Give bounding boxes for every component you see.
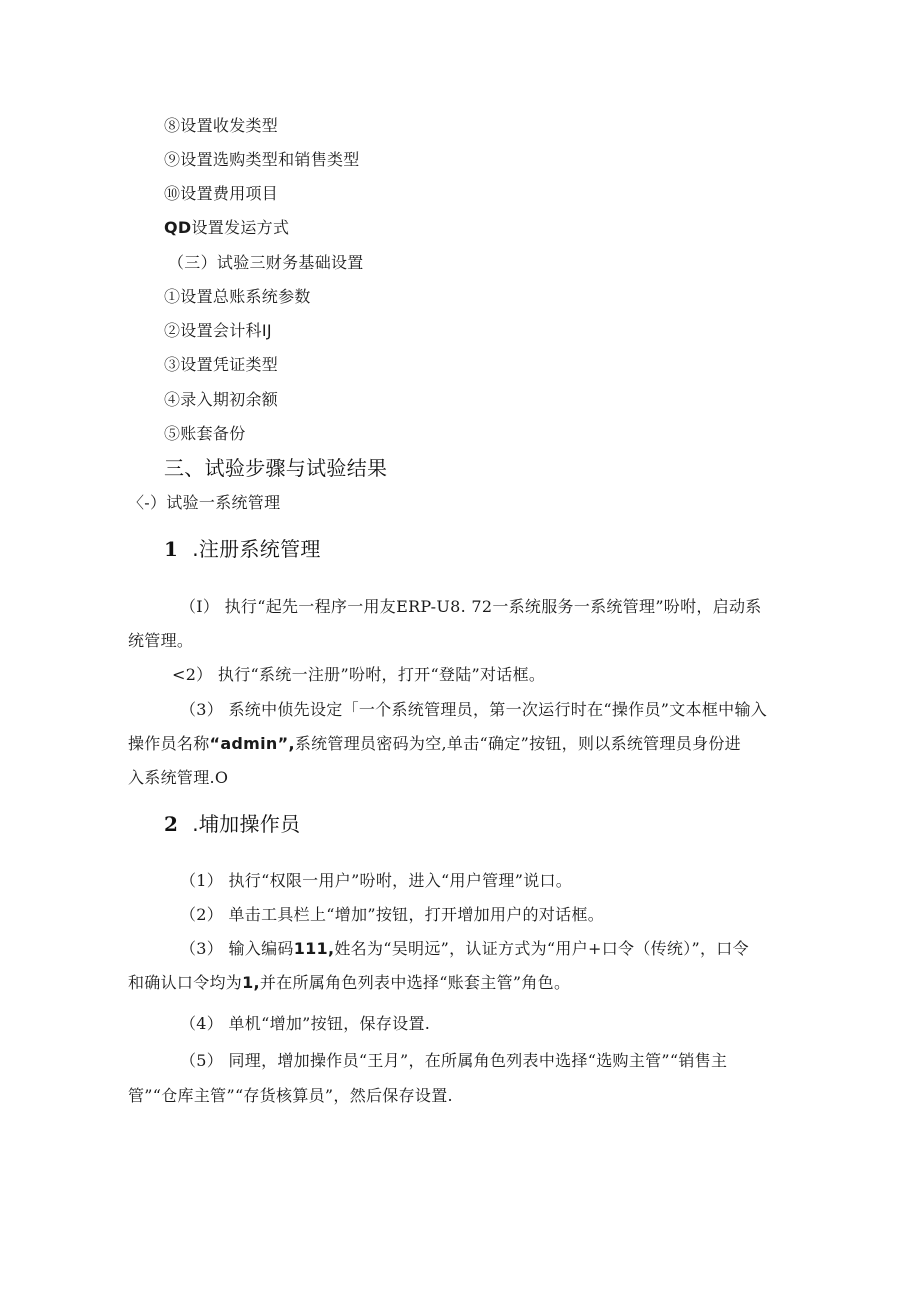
para-marker: （4） [180,1014,224,1033]
step2-para3-line2 [128,973,570,993]
para-text: 输入编码 [228,939,294,958]
list-item-text: ④录入期初余额 [164,390,279,409]
para-text: 统管理。 [128,631,194,650]
exp3-item-3 [164,355,278,375]
para-text: 单击工具栏上“增加”按钮，打开增加用户的对话框。 [228,905,605,924]
list-item-text: ⑨设置选购类型和销售类型 [164,150,360,169]
para-marker: （3） [180,939,224,958]
list-item-text: ②设置会计科 [164,321,262,340]
step1-para1-line1 [180,597,762,617]
step1-para1-line2 [128,631,193,651]
list-item-suffix: IJ [261,321,272,340]
exp3-item-1 [164,287,311,307]
list-item-9 [164,150,360,170]
step2-para1-line1 [180,871,572,891]
para-text: 姓名为“吴明远”，认证方式为“用户+口令（传统）”，口令 [334,939,749,958]
exp3-item-4 [164,390,278,410]
para-marker: （5） [180,1051,224,1070]
step1-para3-line2 [128,734,741,754]
exp3-item-5 [164,424,246,444]
step-number: 1 [164,537,179,561]
list-item-text: 设置发运方式 [191,218,290,237]
list-item-text: ③设置凭证类型 [164,355,279,374]
step2-para5-line2 [128,1086,453,1106]
list-item-text: ⑧设置收发类型 [164,116,279,135]
para-text: 入系统管理.O [128,768,229,787]
para-text: 执行“起先一程序一用友ERP-U8. 72一系统服务一系统管理”吩咐，启动系 [224,597,762,616]
exp3-item-2 [164,321,272,341]
heading-text: 〈-）试验一系统管理 [128,493,281,512]
step-title: .注册系统管理 [192,537,321,561]
subsection1-heading [128,493,280,513]
list-item-text: ⑤账套备份 [164,424,246,443]
para-text: 单机“增加”按钮，保存设置. [228,1014,431,1033]
experiment3-heading [168,253,364,273]
heading-text: 三、试验步骤与试验结果 [164,456,388,480]
para-code: 1, [242,973,260,992]
para-text: 系统中侦先设定「一个系统管理员，第一次运行时在“操作员”文本框中输入 [228,700,768,719]
para-marker: （3） [180,700,224,719]
step2-para3-line1 [180,939,749,959]
para-text: 同理，增加操作员“王月”，在所属角色列表中选择“选购主管”“销售主 [228,1051,728,1070]
para-code: 111, [293,939,335,958]
para-text: 系统管理员密码为空,单击“确定”按钮，则以系统管理员身份进 [294,734,741,753]
para-text: 操作员名称 [128,734,210,753]
list-item-11 [164,218,289,238]
step-title: .埔加操作员 [192,812,301,836]
para-text: 管”“仓库主管”“存货核算员”，然后保存设置. [128,1086,453,1105]
step-number: 2 [164,812,179,836]
step2-heading [164,812,300,836]
para-code: “admin”, [209,734,295,753]
step2-para2-line1 [180,905,604,925]
para-text: 执行“系统一注册”吩咐，打开“登陆”对话框。 [217,665,546,684]
para-text: 执行“权限一用户”吩咐，进入“用户管理”说口。 [228,871,573,890]
step2-para4-line1 [180,1014,430,1034]
step1-para2-line1 [172,665,545,685]
list-item-text: ⑩设置费用项目 [164,184,279,203]
section3-heading [164,456,387,480]
step1-heading [164,537,321,561]
list-item-text: ①设置总账系统参数 [164,287,311,306]
step1-para3-line1 [180,700,767,720]
step1-para3-line3 [128,768,228,788]
list-item-prefix: QD [164,218,192,237]
para-text: 和确认口令均为 [128,973,243,992]
para-marker: （I） [180,597,220,616]
para-marker: <2） [172,665,213,684]
para-text: 并在所属角色列表中选择“账套主管”角色。 [259,973,571,992]
list-item-10 [164,184,278,204]
list-item-8 [164,116,278,136]
para-marker: （2） [180,905,224,924]
step2-para5-line1 [180,1051,727,1071]
para-marker: （1） [180,871,224,890]
heading-text: （三）试验三财务基础设置 [168,253,364,272]
